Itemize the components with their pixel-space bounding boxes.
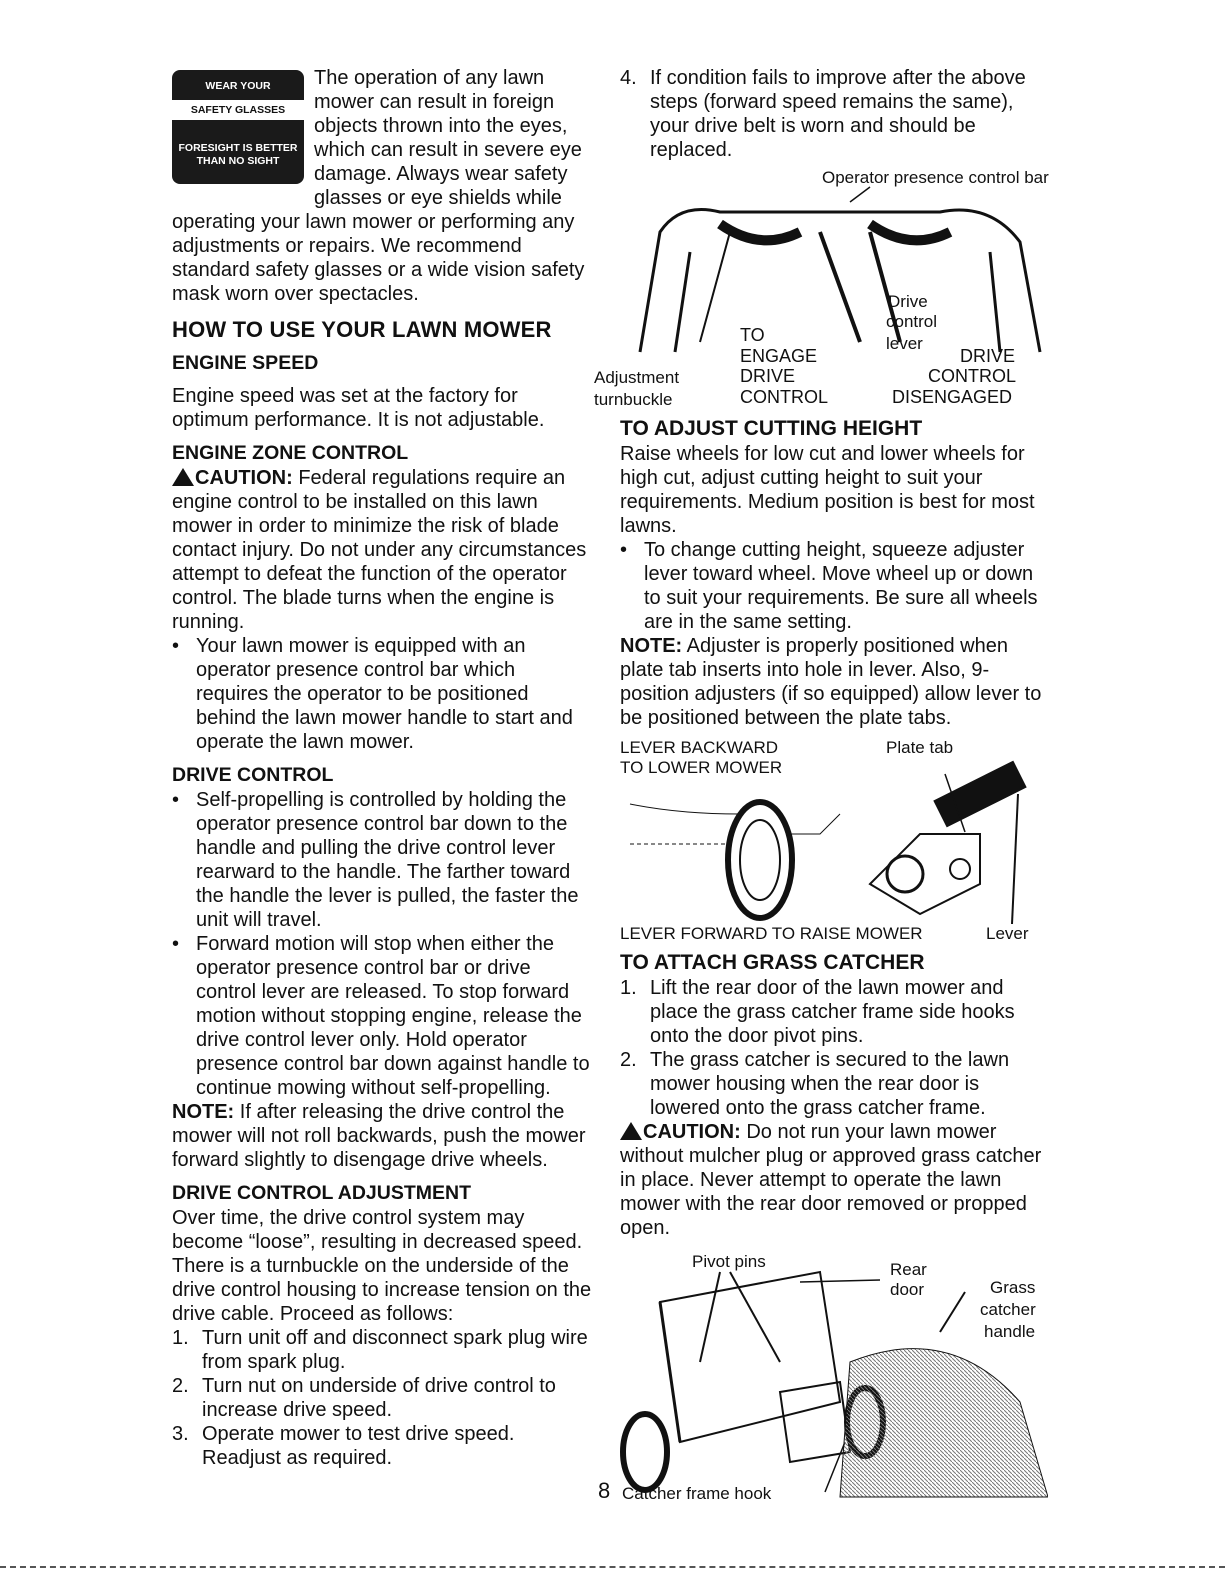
step-number: 1. [620,977,637,999]
caution-label: CAUTION: [643,1121,741,1143]
caution-text: Federal regulations require an engine control to be installed on this lawn mower in order to minimize the risk of blade contact injury. Do not under any circumstances attempt to defeat the function of the operator control. The blade turns when the engine is running. [172,467,587,633]
grass-catcher-figure [620,1242,1048,1502]
engage-drive-label: DRIVE [740,366,796,386]
engine-zone-caution [172,466,592,634]
drive-adjust-step-2 [172,1374,592,1422]
intro-text: The operation of any lawn mower can result in foreign objects thrown into the eyes, which can result in severe eye damage. Always wear safety glasses or eye shields while operating your lawn mower or performing any adjustments or repairs. We recommend standard safety glasses or a wide vision safety mask worn over spectacles. [172,67,585,305]
lever-forward-label: LEVER FORWARD TO RAISE MOWER [620,924,923,943]
lever-label: lever [886,334,923,353]
rear-label: Rear [890,1260,927,1279]
disengaged-drive-label: DRIVE [960,346,1016,366]
engage-control-label: CONTROL [740,387,829,407]
drive-adjust-heading: DRIVE CONTROL ADJUSTMENT [172,1182,472,1204]
to-label: TO [740,325,765,345]
step-text: Turn nut on underside of drive control to increase drive speed. [202,1375,556,1421]
badge-text: SAFETY GLASSES [168,100,308,120]
drive-label: Drive [888,292,928,311]
drive-control-note [172,1100,592,1172]
right-column [594,66,1049,1503]
main-heading: HOW TO USE YOUR LAWN MOWER [172,317,552,342]
step-text: Lift the rear door of the lawn mower and place the grass catcher frame side hooks onto the door pivot pins. [650,977,1015,1047]
engine-zone-bullet: • Your lawn mower is equipped with an operator presence control bar which requires the operator to be positioned behind the lawn mower handle to start and operate the lawn mower. [172,634,592,754]
to-lower-label: TO LOWER MOWER [620,758,783,777]
grass-catcher-caution [620,1120,1048,1240]
note-label: NOTE: [172,1101,235,1123]
note-label: NOTE: [620,635,683,657]
operator-bar-label: Operator presence control bar [822,168,1049,187]
badge-text [172,142,304,168]
left-column [172,66,592,1470]
mower-catcher-illustration [620,1242,1048,1502]
height-adjuster-figure [620,734,1048,946]
grass-catcher-step-2 [620,1048,1048,1120]
cutting-height-note [620,634,1048,730]
step-number: 2. [620,1049,637,1071]
warning-triangle-icon [172,468,194,486]
cutting-height-bullet: • To change cutting height, squeeze adjuster lever toward wheel. Move wheel up or down to suit your requirements. Be sure all wheels are in the same setting. [620,538,1048,634]
drive-adjust-step-3 [172,1422,592,1470]
step-text: The grass catcher is secured to the lawn mower housing when the rear door is lowered onto the grass catcher frame. [650,1049,1010,1119]
drive-control-heading: DRIVE CONTROL [172,764,334,786]
engine-speed-heading: ENGINE SPEED [172,352,319,374]
safety-glasses-icon [172,70,304,184]
engine-zone-heading: ENGINE ZONE CONTROL [172,442,409,464]
drive-adjust-text: Over time, the drive control system may become “loose”, resulting in decreased speed. There is a turnbuckle on the underside of the drive control housing to increase tension on the drive cable. Proceed as follows: [172,1207,592,1325]
step-text: Turn unit off and disconnect spark plug wire from spark plug. [202,1327,588,1373]
catcher-frame-hook-label: Catcher frame hook [622,1484,772,1503]
lever-backward-label: LEVER BACKWARD [620,738,779,757]
step-number: 4. [620,67,637,89]
disengaged-label: DISENGAGED [892,387,1013,407]
handle-label: handle [984,1322,1036,1341]
engage-label: ENGAGE [740,346,818,366]
step-number: 2. [172,1375,189,1397]
warning-triangle-icon [620,1122,642,1140]
step-number: 1. [172,1327,189,1349]
badge-text: WEAR YOUR [205,80,271,92]
turnbuckle-label: turnbuckle [594,390,673,409]
pivot-pins-label: Pivot pins [692,1252,766,1271]
safety-glasses-badge [172,70,304,188]
bottom-divider [0,1566,1225,1568]
drive-control-figure [594,162,1049,412]
step-text: If condition fails to improve after the above steps (forward speed remains the same), your drive belt is worn and should be replaced. [650,67,1026,161]
grass-label: Grass [990,1278,1036,1297]
adjustment-label: Adjustment [594,368,680,387]
plate-tab-label: Plate tab [886,738,954,757]
caution-text: Do not run your lawn mower without mulcher plug or approved grass catcher in place. Never attempt to operate the lawn mower with the rear door removed or propped open. [620,1121,1042,1239]
cutting-height-text: Raise wheels for low cut and lower wheels for high cut, adjust cutting height to suit your requirements. Medium position is best for most lawns. [620,443,1035,537]
page-number: 8 [598,1478,611,1503]
badge-text-line: THAN NO SIGHT [196,155,280,167]
control-label: control [886,312,938,331]
drive-control-bullet-2: • Forward motion will stop when either the operator presence control bar or drive control lever are released. To stop forward motion without stopping engine, release the drive control lever only. Hold operator presence control bar down against handle to continue mowing without self-propelling. [172,932,592,1100]
note-text: If after releasing the drive control the mower will not roll backwards, push the mower forward slightly to disengage drive wheels. [172,1101,586,1171]
door-label: door [890,1280,925,1299]
grass-catcher-heading: TO ATTACH GRASS CATCHER [620,951,925,974]
caution-label: CAUTION: [195,467,293,489]
drive-adjust-step-4 [620,66,1048,162]
engine-speed-text: Engine speed was set at the factory for optimum performance. It is not adjustable. [172,385,545,431]
catcher-label: catcher [980,1300,1036,1319]
badge-text-line: FORESIGHT IS BETTER [178,142,298,154]
disengaged-control-label: CONTROL [928,366,1017,386]
step-number: 3. [172,1423,189,1445]
cutting-height-heading: TO ADJUST CUTTING HEIGHT [620,417,923,440]
note-text: Adjuster is properly positioned when plate tab inserts into hole in lever. Also, 9-position adjusters (if so equipped) allow lever to be positioned between the plate tabs. [620,635,1042,729]
drive-control-bullet-1: • Self-propelling is controlled by holding the operator presence control bar down to the handle and pulling the drive control lever rearward to the handle. The farther toward the handle the lever is pulled, the faster the unit will travel. [172,788,592,932]
grass-catcher-step-1 [620,976,1048,1048]
lever-label: Lever [986,924,1029,943]
step-text: Operate mower to test drive speed. Readjust as required. [202,1423,515,1469]
drive-adjust-step-1 [172,1326,592,1374]
